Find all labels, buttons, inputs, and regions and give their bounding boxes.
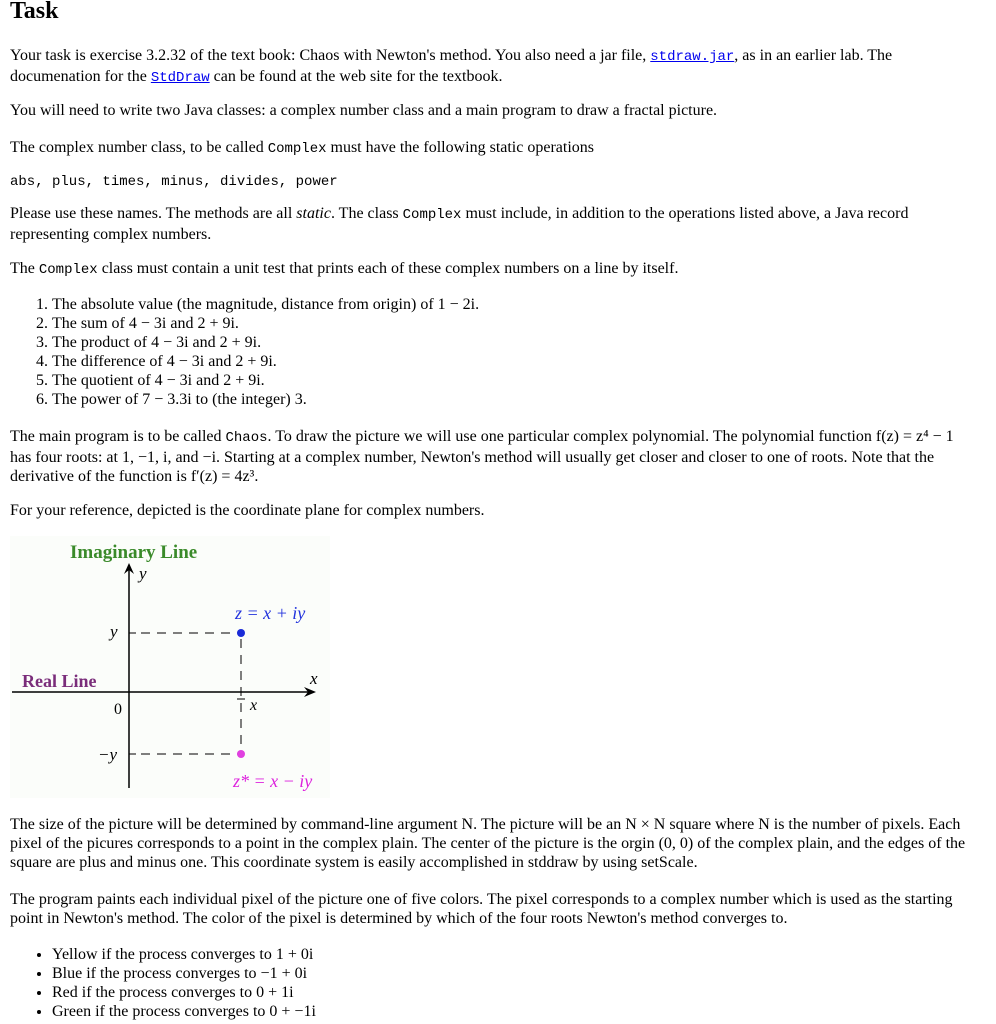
complex-code-3: Complex [38, 262, 98, 278]
y-tick-label: y [110, 622, 118, 641]
x-axis-label: x [310, 669, 318, 688]
stdraw-jar-link[interactable]: stdraw.jar [650, 49, 735, 65]
static-methods-paragraph [10, 204, 970, 244]
chaos-paragraph [10, 427, 970, 486]
intro-text-1: Your task is exercise 3.2.32 of the text book: Chaos with Newton's method. You also need a jar file, [10, 47, 651, 64]
neg-y-tick-label: −y [98, 745, 118, 764]
page-title: Task [10, 0, 59, 24]
list-item: 6. The power of 7 − 3.3i to (the integer) 3. [52, 390, 972, 409]
static-text-3: must include, in addition to the operations listed above, a Java record representing complex numbers. [10, 205, 909, 243]
chaos-text-1: The main program is to be called [10, 428, 226, 445]
z-point [237, 629, 245, 637]
reference-paragraph: For your reference, depicted is the coordinate plane for complex numbers. [10, 502, 485, 519]
imaginary-line-label: Imaginary Line [70, 542, 198, 563]
complex-class-text-2: must have the following static operations [326, 139, 594, 156]
color-list [10, 945, 972, 1021]
list-item: • Red if the process converges to 0 + 1i [52, 983, 972, 1002]
list-item: 5. The quotient of 4 − 3i and 2 + 9i. [52, 371, 972, 390]
list-item: 4. The difference of 4 − 3i and 2 + 9i. [52, 352, 972, 371]
y-axis-label: y [139, 564, 147, 583]
static-emphasis: static [296, 205, 331, 222]
chaos-text-2: . To draw the picture we will use one particular complex polynomial. The polynomial function f(z) = z⁴ − 1 has four roots: at 1, −1, i, and −i. Starting at a complex number, Newton's method will usually get closer and closer to one of roots. Note that the derivative of the function is f′(z) = 4z³. [10, 428, 954, 485]
unit-test-text-1: The [10, 260, 39, 277]
z-label: z = x + iy [235, 603, 306, 623]
unit-test-text-2: class must contain a unit test that prints each of these complex numbers on a line by itself. [97, 260, 679, 277]
static-text-2: . The class [330, 205, 403, 222]
size-paragraph: The size of the picture will be determined by command-line argument N. The picture will be an N × N square where N is the number of pixels. Each pixel of the picures corresponds to a point in the complex plain. The center of the picture is the orgin (0, 0) of the complex plain, and the edges of the square are plus and minus one. This coordinate system is easily accomplished in stddraw by using setScale. [10, 816, 966, 871]
origin-label: 0 [114, 701, 122, 718]
x-tick-label: x [250, 697, 258, 714]
z-conjugate-point [237, 750, 245, 758]
stddraw-doc-link[interactable]: StdDraw [150, 70, 210, 86]
static-text-1: Please use these names. The methods are all [10, 205, 297, 222]
list-item: 3. The product of 4 − 3i and 2 + 9i. [52, 333, 972, 352]
colors-paragraph: The program paints each individual pixel of the picture one of five colors. The pixel corresponds to a complex number which is used as the starting point in Newton's method. The color of the pixel is determined by which of the four roots Newton's method converges to. [10, 891, 953, 927]
chaos-code: Chaos [225, 430, 268, 446]
list-item: • Yellow if the process converges to 1 + 0i [52, 945, 972, 964]
list-item: • Green if the process converges to 0 + −1i [52, 1002, 972, 1021]
classes-paragraph: You will need to write two Java classes: a complex number class and a main program to draw a fractal picture. [10, 102, 718, 119]
complex-plane-figure [10, 536, 330, 798]
complex-code: Complex [267, 141, 327, 157]
list-item: 1. The absolute value (the magnitude, distance from origin) of 1 − 2i. [52, 295, 972, 314]
intro-text-2: , as in an earlier lab. The documenation for the [10, 47, 893, 85]
complex-class-text-1: The complex number class, to be called [10, 139, 268, 156]
complex-class-paragraph [10, 138, 970, 159]
operations-list: abs, plus, times, minus, divides, power [10, 174, 338, 190]
complex-plane-diagram [10, 536, 330, 798]
real-line-label: Real Line [22, 671, 97, 691]
unit-test-list [10, 295, 972, 409]
list-item: • Blue if the process converges to −1 + 0i [52, 964, 972, 983]
intro-paragraph [10, 46, 970, 88]
list-item: 2. The sum of 4 − 3i and 2 + 9i. [52, 314, 972, 333]
unit-test-paragraph [10, 259, 970, 280]
intro-text-3: can be found at the web site for the textbook. [209, 68, 503, 85]
z-conjugate-label: z* = x − iy [233, 771, 313, 791]
complex-code-2: Complex [402, 207, 462, 223]
